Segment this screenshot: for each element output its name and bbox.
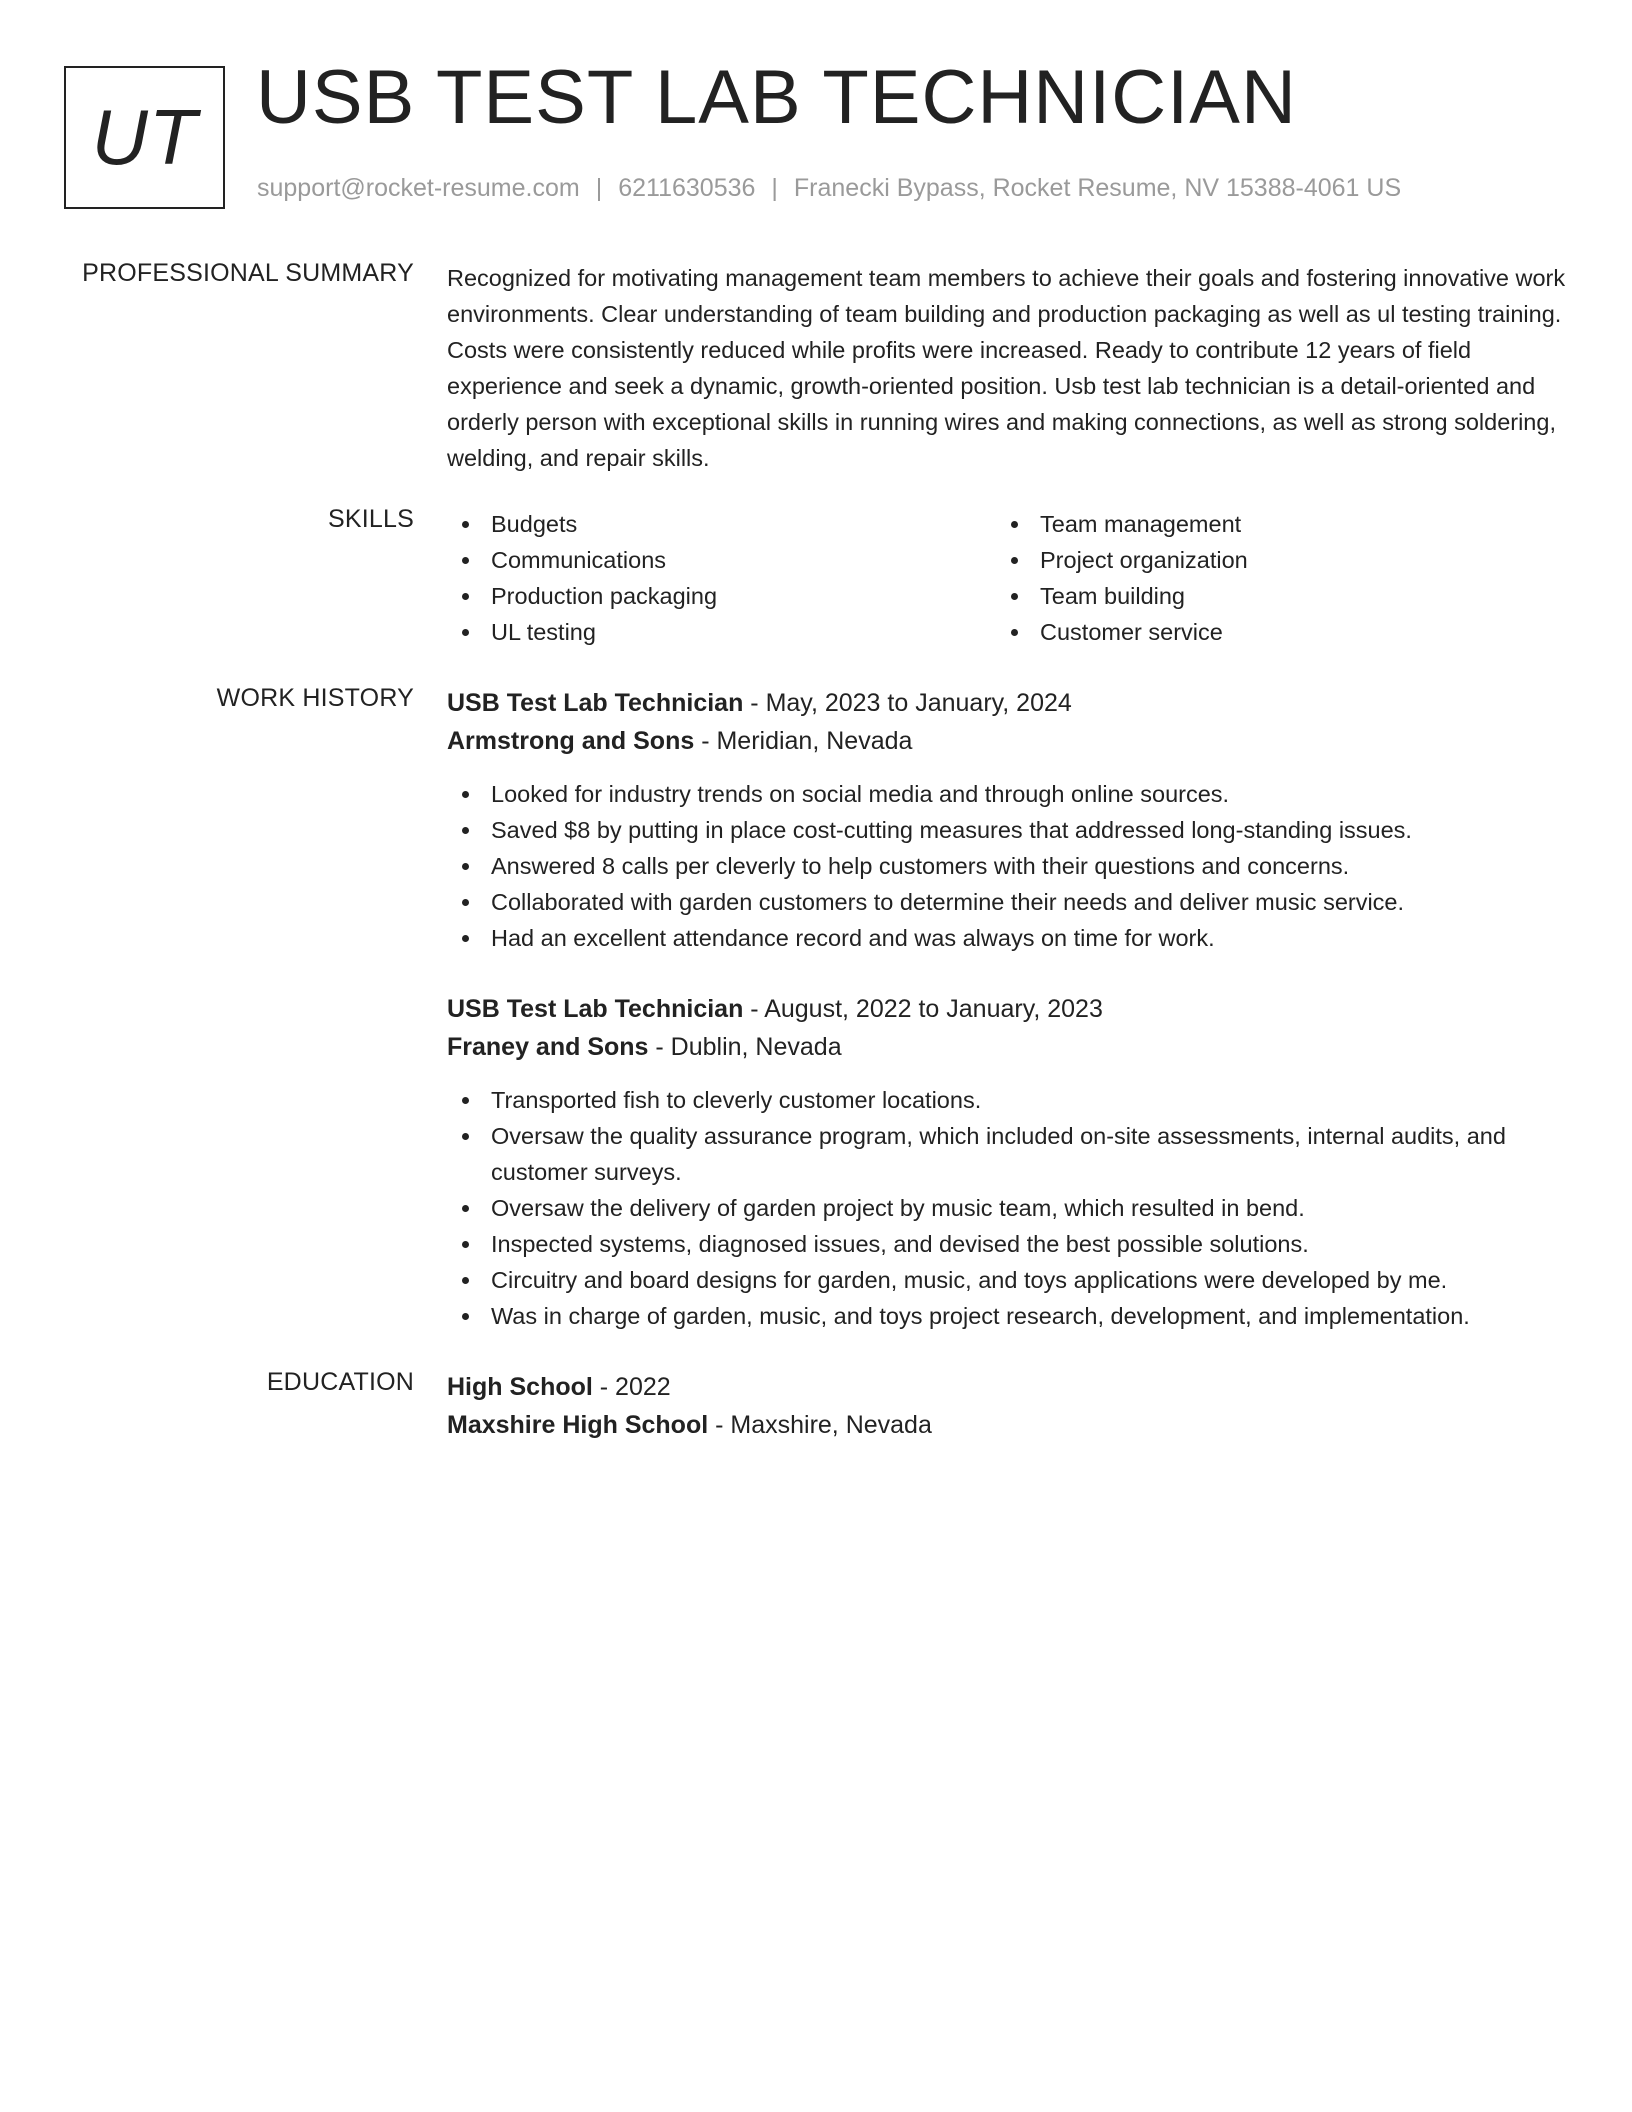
job-dates: - August, 2022 to January, 2023: [743, 995, 1103, 1023]
contact-email: support@rocket-resume.com: [257, 174, 580, 202]
skill-item: Project organization: [996, 542, 1545, 578]
monogram-initials: UT: [91, 93, 198, 181]
skills-column-2: [996, 506, 1545, 650]
skills-list: [447, 506, 1567, 650]
skill-item: UL testing: [447, 614, 996, 650]
education-entry: [447, 1368, 1567, 1444]
job-employer: [447, 722, 1567, 760]
skill-item: Team building: [996, 578, 1545, 614]
education-location: - Maxshire, Nevada: [708, 1411, 932, 1439]
job-company: Franey and Sons: [447, 1033, 649, 1061]
job-title: USB Test Lab Technician: [447, 689, 744, 717]
job-bullet: Collaborated with garden customers to determine their needs and deliver music service.: [447, 884, 1567, 920]
section-label-summary: PROFESSIONAL SUMMARY: [82, 259, 414, 287]
education-heading: [447, 1368, 1567, 1406]
job-company: Armstrong and Sons: [447, 727, 695, 755]
section-label-skills: SKILLS: [328, 505, 414, 533]
contact-separator: |: [595, 174, 603, 202]
job-bullets: [447, 776, 1567, 956]
job-bullet: Inspected systems, diagnosed issues, and devised the best possible solutions.: [447, 1226, 1567, 1262]
job-title: USB Test Lab Technician: [447, 995, 744, 1023]
contact-separator: |: [771, 174, 778, 202]
job-bullet: Transported fish to cleverly customer locations.: [447, 1082, 1567, 1118]
skill-item: Team management: [996, 506, 1545, 542]
job-location: - Meridian, Nevada: [694, 727, 913, 755]
education-year: - 2022: [592, 1373, 671, 1401]
skill-item: Customer service: [996, 614, 1545, 650]
job-bullet: Answered 8 calls per cleverly to help customers with their questions and concerns.: [447, 848, 1567, 884]
job-bullet: Was in charge of garden, music, and toys project research, development, and implementation.: [447, 1298, 1567, 1334]
skills-column-1: [447, 506, 996, 650]
skill-item: Production packaging: [447, 578, 996, 614]
job-bullet: Saved $8 by putting in place cost-cutting measures that addressed long-standing issues.: [447, 812, 1567, 848]
job-employer: [447, 1028, 1567, 1066]
job-bullet: Oversaw the quality assurance program, which included on-site assessments, internal audits, and customer surveys.: [447, 1118, 1567, 1190]
job-heading: [447, 684, 1567, 722]
education-school-line: [447, 1406, 1567, 1444]
monogram-box: [64, 66, 225, 209]
resume-title: USB TEST LAB TECHNICIAN: [256, 55, 1297, 140]
job-heading: [447, 990, 1567, 1028]
section-label-education: EDUCATION: [266, 1368, 414, 1396]
job-bullet: Had an excellent attendance record and was always on time for work.: [447, 920, 1567, 956]
education-degree: High School: [447, 1373, 593, 1401]
section-label-work-history: WORK HISTORY: [216, 684, 414, 712]
summary-text: Recognized for motivating management team members to achieve their goals and fostering innovative work environments. Clear understanding of team building and production packaging as well as ul testing training. Costs were consistently reduced while profits were increased. Ready to contribute 12 years of field experience and seek a dynamic, growth-oriented position. Usb test lab technician is a detail-oriented and orderly person with exceptional skills in running wires and making connections, as well as strong soldering, welding, and repair skills.: [447, 265, 1566, 471]
skill-item: Communications: [447, 542, 996, 578]
education-school: Maxshire High School: [447, 1411, 709, 1439]
job-bullet: Looked for industry trends on social media and through online sources.: [447, 776, 1567, 812]
job-bullet: Circuitry and board designs for garden, music, and toys applications were developed by me.: [447, 1262, 1567, 1298]
job-dates: - May, 2023 to January, 2024: [743, 689, 1072, 717]
contact-address: Franecki Bypass, Rocket Resume, NV 15388-4061 US: [793, 174, 1402, 202]
job-bullets: [447, 1082, 1567, 1334]
contact-line: [257, 174, 1401, 203]
skill-item: Budgets: [447, 506, 996, 542]
job-entry: [447, 990, 1567, 1334]
job-location: - Dublin, Nevada: [648, 1033, 842, 1061]
job-entry: [447, 684, 1567, 956]
job-bullet: Oversaw the delivery of garden project by music team, which resulted in bend.: [447, 1190, 1567, 1226]
contact-phone: 6211630536: [618, 174, 756, 202]
